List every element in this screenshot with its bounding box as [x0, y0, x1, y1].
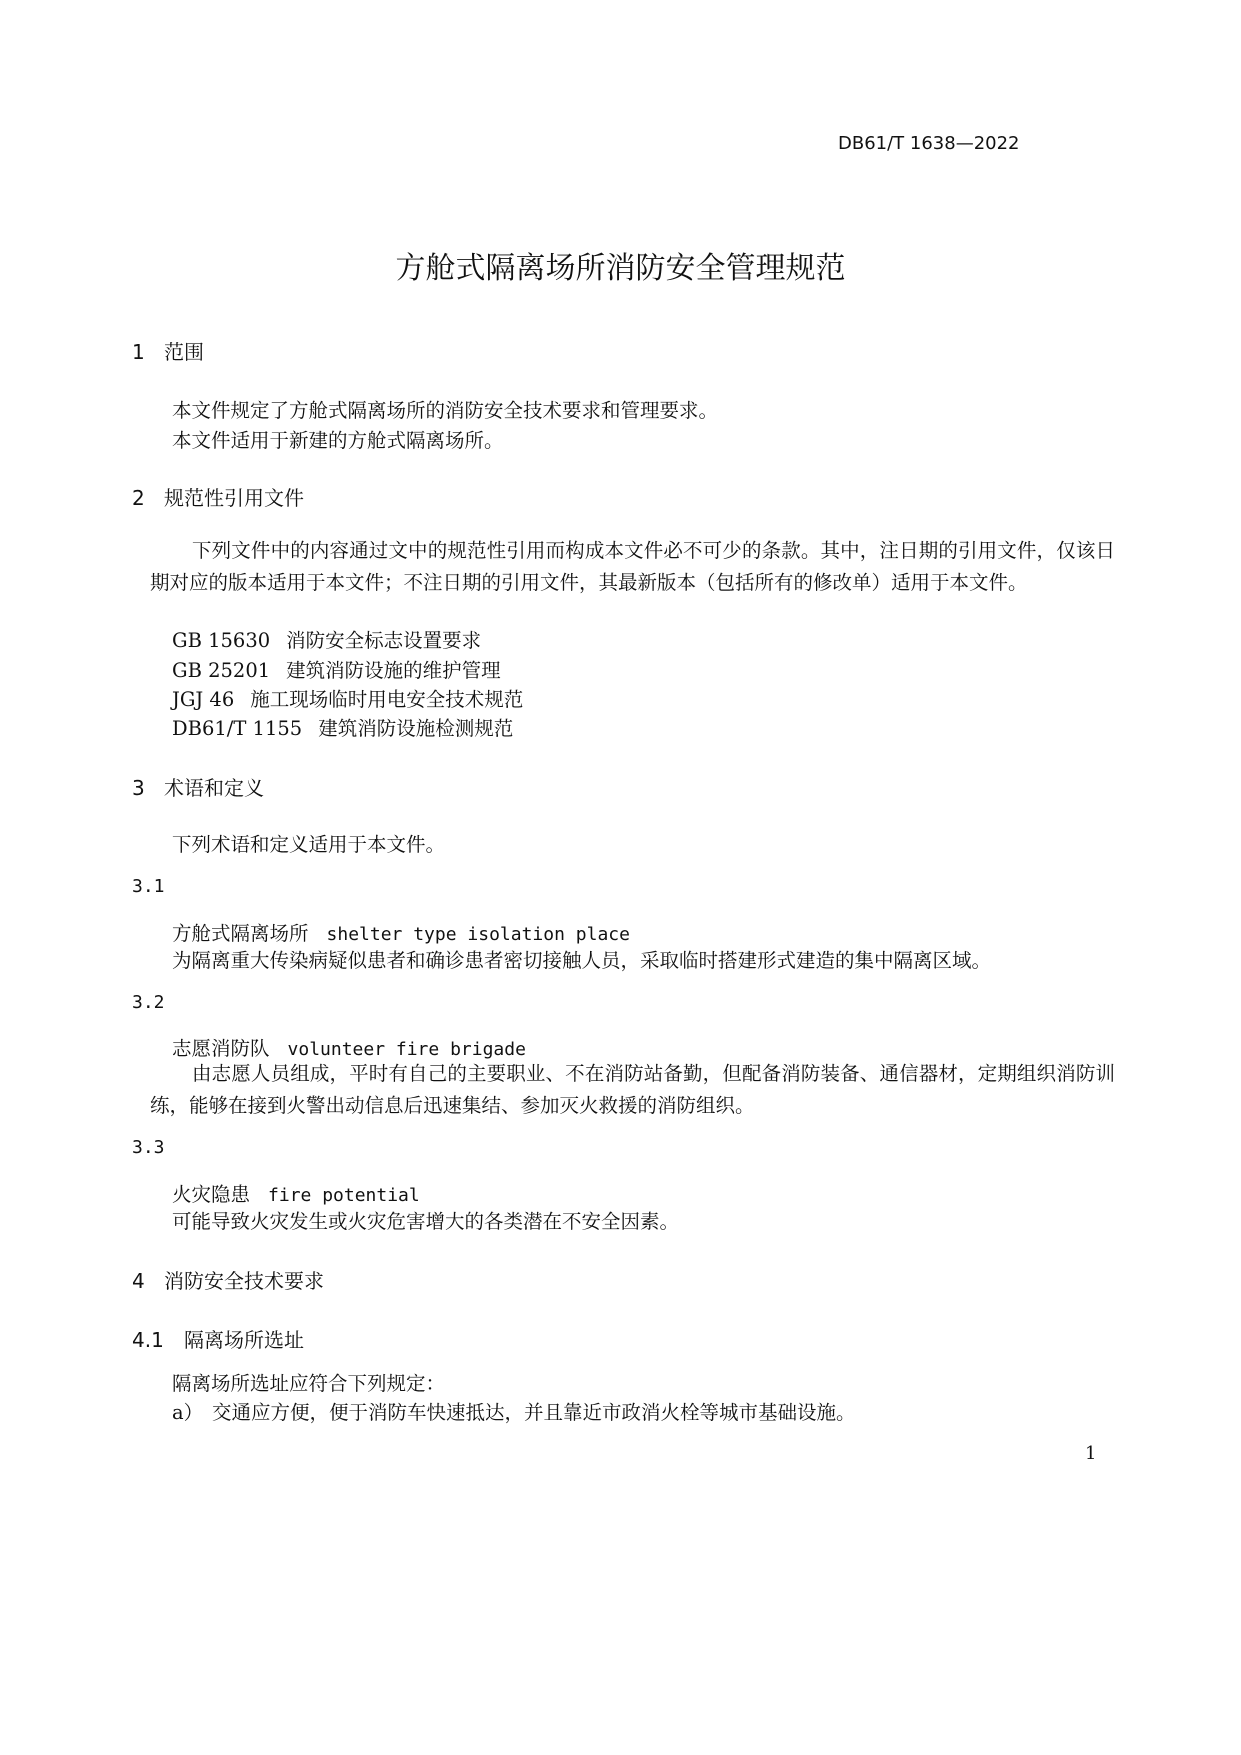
reference-title: 建筑消防设施的维护管理 [286, 659, 501, 682]
page-number: 1 [1085, 1443, 1097, 1464]
paragraph: 本文件适用于新建的方舱式隔离场所。 [172, 429, 504, 452]
paragraph: 本文件规定了方舱式隔离场所的消防安全技术要求和管理要求。 [172, 399, 719, 422]
reference-code: GB 15630 [172, 629, 271, 652]
term-name-zh: 火灾隐患 [172, 1183, 251, 1206]
reference-item [172, 713, 513, 741]
term-heading [172, 1179, 420, 1207]
subsection-heading [132, 1324, 304, 1353]
paragraph: 隔离场所选址应符合下列规定： [172, 1372, 446, 1395]
section-number: 3 [132, 776, 145, 800]
term-heading [172, 1033, 526, 1061]
paragraph: 下列术语和定义适用于本文件。 [172, 833, 446, 856]
term-definition: 为隔离重大传染病疑似患者和确诊患者密切接触人员，采取临时搭建形式建造的集中隔离区域。 [172, 949, 992, 972]
section-title: 术语和定义 [164, 776, 264, 800]
reference-title: 施工现场临时用电安全技术规范 [250, 688, 524, 711]
term-name-zh: 方舱式隔离场所 [172, 922, 309, 945]
section-heading [132, 1265, 324, 1294]
section-title: 消防安全技术要求 [164, 1269, 324, 1293]
section-number: 4 [132, 1269, 145, 1293]
term-name-en: fire potential [268, 1185, 420, 1206]
section-number: 1 [132, 340, 145, 364]
reference-code: DB61/T 1155 [172, 717, 303, 740]
section-number: 2 [132, 486, 145, 510]
reference-title: 消防安全标志设置要求 [286, 629, 482, 652]
reference-code: GB 25201 [172, 659, 271, 682]
section-heading [132, 772, 264, 801]
list-item [172, 1397, 856, 1425]
reference-code: JGJ 46 [172, 688, 235, 711]
term-heading [172, 918, 630, 946]
term-definition: 由志愿人员组成，平时有自己的主要职业、不在消防站备勤，但配备消防装备、通信器材，定期组织消防训练，能够在接到火警出动信息后迅速集结、参加灭火救援的消防组织。 [150, 1062, 1115, 1117]
document-code: DB61/T 1638—2022 [838, 133, 1020, 154]
document-title: 方舱式隔离场所消防安全管理规范 [395, 251, 846, 286]
subsection-title: 隔离场所选址 [184, 1328, 304, 1352]
term-name-zh: 志愿消防队 [172, 1037, 270, 1060]
list-item-text: 交通应方便，便于消防车快速抵达，并且靠近市政消火栓等城市基础设施。 [212, 1401, 856, 1424]
reference-title: 建筑消防设施检测规范 [318, 717, 514, 740]
section-title: 范围 [164, 340, 204, 364]
term-name-en: shelter type isolation place [326, 924, 630, 945]
section-title: 规范性引用文件 [164, 486, 304, 510]
subsection-number: 4.1 [132, 1328, 164, 1352]
term-name-en: volunteer fire brigade [287, 1039, 526, 1060]
reference-item [172, 625, 481, 653]
term-definition: 可能导致火灾发生或火灾危害增大的各类潜在不安全因素。 [172, 1210, 680, 1233]
section-heading [132, 336, 204, 365]
term-number: 3.1 [132, 876, 165, 897]
term-number: 3.2 [132, 992, 165, 1013]
reference-item [172, 684, 523, 712]
term-number: 3.3 [132, 1137, 165, 1158]
list-item-label: a） [172, 1401, 204, 1424]
reference-item [172, 655, 501, 683]
section-heading [132, 482, 304, 511]
paragraph: 下列文件中的内容通过文中的规范性引用而构成本文件必不可少的条款。其中，注日期的引用文件，仅该日期对应的版本适用于本文件；不注日期的引用文件，其最新版本（包括所有的修改单）适用于本文件。 [150, 539, 1115, 594]
